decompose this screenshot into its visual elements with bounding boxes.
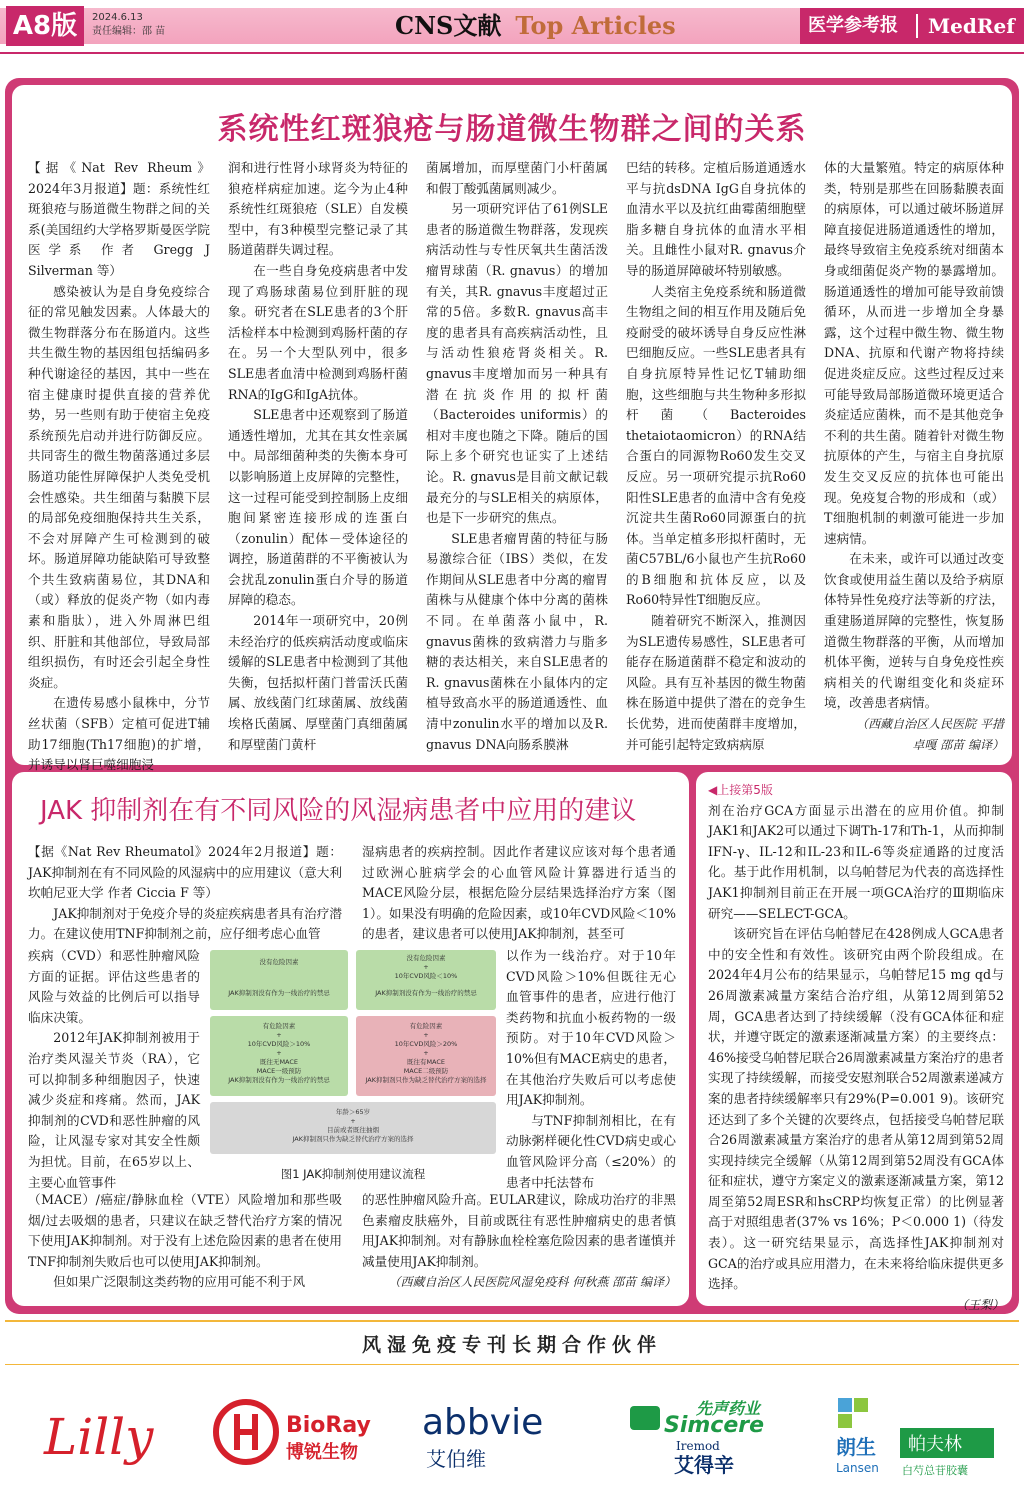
article2-paragraph: 以作为一线治疗。对于10年CVD风险＞10%但既往无心血管事件的患者，应进行他汀类药物和抗血小板药物的一级预防。对于10年CVD风险＞10%但有MACE病史的患者，在其他治疗失败后可以考虑使用JAK抑制剂。 bbox=[506, 948, 676, 1108]
bioray-logo-graphic bbox=[210, 1392, 380, 1482]
flow-text: 10年CVD风险＞10% bbox=[247, 1040, 311, 1048]
lansen-emblem bbox=[854, 1398, 868, 1412]
section-title-cn: CNS文献 bbox=[395, 11, 502, 40]
article1-paragraph: SLE患者中还观察到了肠道通透性增加，尤其在其女性亲属中。局部细菌种类的失衡本身可以影响肠道上皮屏障的完整性，这一过程可能受到控制肠上皮细胞间紧密连接形成的连蛋白（zonulin）配体－受体途径的调控，肠道菌群的不平衡被认为会扰乱zonulin蛋白介导的肠道屏障的稳态。 bbox=[228, 407, 408, 608]
lilly-wordmark: Lilly bbox=[44, 1408, 154, 1466]
footer-divider-bottom bbox=[5, 1364, 1019, 1365]
article3-signature: （王梨） bbox=[955, 1297, 1004, 1312]
flow-text: JAK抑制剂没有作为一线治疗的禁忌 bbox=[228, 1076, 330, 1084]
lansen-name-en: Lansen bbox=[836, 1461, 879, 1475]
abbvie-name-cn: 艾伯维 bbox=[426, 1447, 486, 1471]
section-title-en: Top Articles bbox=[515, 11, 676, 40]
iremod-brand: Iremod bbox=[676, 1439, 720, 1453]
lilly-logo-graphic bbox=[38, 1392, 178, 1482]
flow-text: JAK抑制剂只作为缺乏替代治疗方案的选择 bbox=[365, 1076, 487, 1084]
article1-paragraph: 另一项研究评估了61例SLE患者的肠道微生物群落，发现疾病活动性与专性厌氧共生菌活泼瘤胃球菌（R. gnavus）的增加有关，其R. gnavus丰度超过正常的5倍。多数R. gnavus高丰度的患者具有高疾病活动性，且与活动性狼疮肾炎相关。R. gnavus丰度增加而另一种具有潜在抗炎作用的拟杆菌（Bacteroides uniformis）的相对丰度也随之下降。随后的国际上多个研究也证实了上述结论。R. gnavus是目前文献记载最充分的与SLE相关的病原体，也是下一步研究的焦点。 bbox=[426, 201, 608, 526]
simcere-logo-graphic bbox=[626, 1392, 796, 1482]
article1-paragraph: 在未来，或许可以通过改变饮食或使用益生菌以及给予病原体特异性免疫疗法等新的疗法，重建肠道屏障的完整性，恢复肠道微生物群落的平衡，从而增加机体平衡，逆转与自身免疫性疾病相关的代谢组变化和炎症环境，改善患者病情。 bbox=[824, 551, 1004, 711]
lansen-name-cn: 朗生 bbox=[836, 1435, 876, 1459]
flow-text: 既往无MACE bbox=[259, 1058, 299, 1066]
article1-paragraph: 在一些自身免疫病患者中发现了鸡肠球菌易位到肝脏的现象。研究者在SLE患者的3个肝活检样本中检测到鸡肠杆菌的存在。另一个大型队列中，很多SLE患者血清中检测到鸡肠杆菌RNA的IgG和IgA抗体。 bbox=[228, 262, 408, 402]
responsible-editor: 责任编辑：邵 苗 bbox=[92, 26, 166, 37]
flow-text: + bbox=[423, 963, 429, 971]
article1-col3 bbox=[426, 158, 608, 752]
article1-source: 【据《Nat Rev Rheum》2024年3月报道】题：系统性红斑狼疮与肠道微生物群之间的关系(美国纽约大学格罗斯曼医学院医学系 作者 Gregg J Silverman 等） bbox=[28, 160, 210, 278]
article1-paragraph: 润和进行性肾小球肾炎为特征的狼疮样病症加速。迄今为止4种系统性红斑狼疮（SLE）自发模型中，有3种模型完整记录了其肠道菌群失调过程。 bbox=[228, 160, 408, 258]
article2-paragraph: 疾病（CVD）和恶性肿瘤风险方面的证据。评估这些患者的风险与效益的比例后可以指导临床决策。 bbox=[28, 948, 200, 1025]
article2-col1-top bbox=[28, 842, 342, 946]
article1-paragraph: 巴结的转移。定植后肠道通透水平与抗dsDNA IgG自身抗体的血清水平以及抗红曲霉菌细胞壁脂多糖自身抗体的血清水平相关。且雌性小鼠对R. gnavus介导的肠道屏障破坏特别敏感。 bbox=[626, 160, 806, 278]
flow-text: JAK抑制剂没有作为一线治疗的禁忌 bbox=[375, 989, 477, 997]
iremod-name-cn: 艾得辛 bbox=[674, 1453, 734, 1477]
flow-text: MACE一级预防 bbox=[256, 1067, 302, 1075]
section-title bbox=[395, 8, 676, 44]
article1-paragraph: 随着研究不断深入，推测因为SLE遗传易感性，SLE患者可能存在肠道菌群不稳定和波动的风险。具有互补基因的微生物菌株在肠道中提供了潜在的竞争生长优势，进而使菌群丰度增加，并可能引起特定致病病原 bbox=[626, 613, 806, 752]
flowchart-figure bbox=[208, 948, 498, 1180]
flow-text: + bbox=[423, 1031, 429, 1039]
article2-paragraph: （MACE）/癌症/静脉血栓（VTE）风险增加和那些吸烟/过去吸烟的患者，只建议在缺乏替代治疗方案的情况下使用JAK抑制剂。对于没有上述危险因素的患者在使用TNF抑制剂失败后也可以使用JAK抑制剂。 bbox=[28, 1192, 342, 1269]
article2-col2-bot bbox=[362, 1190, 676, 1296]
abbvie-logo bbox=[418, 1392, 588, 1482]
lansen-emblem bbox=[838, 1398, 852, 1412]
edition-badge: A8版 bbox=[6, 6, 84, 46]
flow-text: + bbox=[276, 1049, 282, 1057]
flow-text: 有危险因素 bbox=[262, 1022, 296, 1030]
article2-title: JAK 抑制剂在有不同风险的风湿病患者中应用的建议 bbox=[40, 796, 637, 826]
footer-divider-top bbox=[5, 1320, 1019, 1322]
flow-text: 有危险因素 bbox=[409, 1022, 443, 1030]
pafulin-name: 帕夫林 bbox=[908, 1434, 962, 1455]
flow-text: 10年CVD风险＜10% bbox=[394, 972, 458, 980]
article2-paragraph: JAK抑制剂对于免疫介导的炎症疾病患者具有治疗潜力。在建议使用TNF抑制剂之前，应仔细考虑心血管 bbox=[28, 905, 342, 942]
article3-paragraph: 该研究旨在评估乌帕替尼在428例成人GCA患者中的安全性和有效性。该研究由两个阶段组成。在2024年4月公布的结果显示，乌帕替尼15 mg qd与26周激素减量方案结合治疗组，从第12周到第52周，GCA患者达到了持续缓解（没有GCA体征和症状，并遵守既定的激素逐渐减量方案）的主要终点：46%接受乌帕替尼联合26周激素减量方案治疗的患者实现了持续缓解，而接受安慰剂联合52周激素递减方案的患者持续缓解率只有29%(P=0.001 9)。该研究还达到了多个关键的次要终点，包括接受乌帕替尼联合26周激素减量方案治疗的患者从第12周到第52周实现持续完全缓解（从第12周到第52周没有GCA体征和症状，遵守方案定义的激素逐渐减量方案，第12周至第52周ESR和hsCRP均恢复正常）的比例显著高于对照组患者(37% vs 16%；P＜0.000 1)（待发表）。这一研究结果显示，高选择性JAK抑制剂对GCA的治疗或具应用潜力，在未来将给临床提供更多选择。 bbox=[708, 926, 1004, 1292]
flow-box-red-1 bbox=[356, 1016, 496, 1096]
flow-box-gray bbox=[210, 1102, 496, 1154]
flow-text: 10年CVD风险＞20% bbox=[394, 1040, 458, 1048]
article2-source: 【据《Nat Rev Rheumatol》2024年2月报道】题：JAK抑制剂在有不同风险的风湿病中的应用建议（意大利坎帕尼亚大学 作者 Ciccia F 等） bbox=[28, 844, 342, 901]
article3-col bbox=[708, 780, 1004, 1312]
header-info bbox=[92, 11, 165, 39]
simcere-name-cn: 先声药业 bbox=[696, 1399, 761, 1418]
article2-col2-top bbox=[362, 842, 676, 946]
simcere-emblem bbox=[630, 1406, 660, 1430]
article1-title: 系统性红斑狼疮与肠道微生物群之间的关系 bbox=[217, 112, 807, 147]
article2-signature: （西藏自治区人民医院风湿免疫科 何秋燕 邵苗 编译） bbox=[388, 1275, 676, 1290]
brand-block bbox=[800, 8, 1024, 44]
flow-text: + bbox=[423, 1049, 429, 1057]
flow-text: 目前或者既往抽烟 bbox=[327, 1126, 379, 1134]
bioray-name-cn: 博锐生物 bbox=[286, 1442, 358, 1463]
article1-paragraph: SLE患者瘤胃菌的特征与肠易激综合征（IBS）类似，在发作期间从SLE患者中分离的瘤胃菌株与从健康个体中分离的菌株不同。在单菌落小鼠中，R. gnavus菌株的致病潜力与脂多糖的表达相关，来自SLE患者的R. gnavus菌株在小鼠体内的定植导致高水平的肠道通透性、血清中zonulin水平的增加以及R. gnavus DNA向肠系膜淋 bbox=[426, 530, 608, 752]
article1-paragraph: 菌属增加，而厚壁菌门小杆菌属和假丁酸弧菌属则减少。 bbox=[426, 160, 608, 196]
article1-paragraph: 在遗传易感小鼠株中，分节丝状菌（SFB）定植可促进T辅助17细胞(Th17细胞)的扩增，并诱导以肾巨噬细胞浸 bbox=[28, 695, 210, 773]
article3-paragraph: 剂在治疗GCA方面显示出潜在的应用价值。抑制JAK1和JAK2可以通过下调Th-17和Th-1，从而抑制IFN-γ、IL-12和IL-23和IL-6等炎症通路的过度活化。基于此作用机制，以乌帕替尼为代表的高选择性JAK1抑制剂目前正在开展一项GCA治疗的Ⅲ期临床研究——SELECT-GCA。 bbox=[708, 802, 1004, 921]
article2-paragraph: 与TNF抑制剂相比，在有动脉粥样硬化性CVD病史或心血管风险评分高（≤20%）的患者中托法替布 bbox=[506, 1112, 676, 1190]
pafulin-subtitle: 白芍总苷胶囊 bbox=[902, 1464, 968, 1477]
simcere-logo bbox=[626, 1392, 796, 1482]
article2-col1-mid bbox=[28, 946, 200, 1188]
page-header bbox=[0, 0, 1024, 52]
lansen-logo bbox=[830, 1392, 1000, 1482]
flow-text: JAK抑制剂没有作为一线治疗的禁忌 bbox=[228, 989, 330, 997]
continued-label: ◀上接第5版 bbox=[708, 783, 773, 797]
brand-cn: 医学参考报 bbox=[808, 15, 898, 36]
article1-paragraph: 感染被认为是自身免疫综合征的常见触发因素。人体最大的微生物群落分布在肠道内。这些共生微生物的基因组包括编码多种代谢途径的基因，其中一些在宿主健康时提供直接的营养优势，另一些则有助于使宿主免疫系统预先启动并进行防御反应。共同寄生的微生物菌落通过多层肠道功能性屏障保护人类免受机会性感染。共生细菌与黏膜下层的局部免疫细胞保持共生关系，不会对屏障产生可检测到的破坏。肠道屏障功能缺陷可导致整个共生致病菌易位，其DNA和（或）释放的促炎产物（如内毒素和脂肽），进入外周淋巴组织、肝脏和其他部位，导致局部组织损伤，有时还会引起全身性炎症。 bbox=[28, 283, 210, 690]
article1-paragraph: 2014年一项研究中，20例未经治疗的低疾病活动度或临床缓解的SLE患者中检测到了其他失衡，包括拟杆菌门普雷沃氏菌属、放线菌门红球菌属、放线菌埃格氏菌属、厚壁菌门真细菌属和厚壁菌门黄杆 bbox=[228, 613, 408, 752]
flow-text: + bbox=[350, 1117, 356, 1125]
header-divider bbox=[0, 52, 1024, 54]
article1-signature: （西藏自治区人民医院 平措卓嘎 邵苗 编译） bbox=[856, 717, 1004, 752]
article1-paragraph: 人类宿主免疫系统和肠道微生物组之间的相互作用及随后免疫耐受的破坏诱导自身反应性淋巴细胞反应。一些SLE患者具有自身抗原特异性记忆T辅助细胞，这些细胞与共生物种多形拟杆菌（Bacteroides thetaiotaomicron）的RNA结合蛋白的同源物Ro60发生交叉反应。另一项研究提示抗Ro60阳性SLE患者的血清中含有免疫沉淀共生菌Ro60同源蛋白的抗体。当单定植多形拟杆菌时，无菌C57BL/6小鼠也产生抗Ro60的B细胞和抗体反应，以及Ro60特异性T细胞反应。 bbox=[626, 283, 806, 608]
article2-paragraph: 但如果广泛限制这类药物的应用可能不利于风 bbox=[53, 1274, 306, 1290]
flow-text: 年龄＞65岁 bbox=[335, 1108, 371, 1116]
bioray-name-en: BioRay bbox=[286, 1413, 371, 1438]
bioray-logo bbox=[210, 1392, 380, 1482]
article2-col2-mid bbox=[506, 946, 676, 1188]
flow-box-green-2 bbox=[356, 950, 496, 1010]
lilly-logo bbox=[38, 1392, 178, 1482]
footer-title: 风湿免疫专刊长期合作伙伴 bbox=[361, 1334, 662, 1356]
lansen-emblem bbox=[838, 1414, 852, 1428]
article1-col2 bbox=[228, 158, 408, 752]
article2-paragraph: 湿病患者的疾病控制。因此作者建议应该对每个患者通过欧洲心脏病学会的心血管风险计算器进行适当的MACE风险分层，根据危险分层结果选择治疗方案（图1）。如果没有明确的危险因素，或10年CVD风险＜10%的患者，建议患者可以使用JAK抑制剂，甚至可 bbox=[362, 844, 676, 942]
flow-text: 既往有MACE bbox=[406, 1058, 446, 1066]
article2-paragraph: 2012年JAK抑制剂被用于治疗类风湿关节炎（RA），它可以抑制多种细胞因子，快速减少炎症和疼痛。然而，JAK抑制剂的CVD和恶性肿瘤的风险，让风湿专家对其安全性颇为担忧。目前，在65岁以上、主要心血管事件 bbox=[28, 1030, 200, 1190]
flow-text: JAK抑制剂只作为缺乏替代治疗方案的选择 bbox=[292, 1135, 414, 1143]
article1-paragraph: 体的大量繁殖。特定的病原体种类，特别是那些在回肠黏膜表面的病原体，可以通过破坏肠道屏障直接促进肠道通透性的增加，最终导致宿主免疫系统对细菌本身或细菌促炎产物的暴露增加。肠道通透性的增加可能导致前馈循环，从而进一步增加全身暴露，这个过程中微生物、微生物DNA、抗原和代谢产物将持续促进炎症反应。这些过程反过来可能导致局部肠道微环境更适合炎症适应菌株，而不是其他竞争不利的共生菌。随着针对微生物抗原体的产生，与宿主自身抗原发生交叉反应的抗体也可能出现。免疫复合物的形成和（或）T细胞机制的刺激可能进一步加速病情。 bbox=[824, 160, 1004, 546]
abbvie-logo-graphic bbox=[418, 1392, 588, 1482]
lansen-logo-graphic bbox=[830, 1392, 1000, 1482]
brand-en: MedRef bbox=[928, 14, 1015, 38]
article1-col5 bbox=[824, 158, 1004, 754]
bioray-emblem bbox=[234, 1429, 258, 1435]
flow-box-green-3 bbox=[210, 1016, 348, 1096]
flow-text: 没有危险因素 bbox=[259, 958, 299, 966]
article1-col1 bbox=[28, 158, 210, 773]
brand-divider bbox=[916, 14, 918, 38]
flow-box-green-1 bbox=[210, 950, 348, 1010]
article2-col1-bot bbox=[28, 1190, 342, 1296]
abbvie-wordmark: abbvie bbox=[422, 1402, 544, 1443]
figure-caption: 图1 JAK抑制剂使用建议流程 bbox=[280, 1167, 426, 1181]
article2-paragraph: 的恶性肿瘤风险升高。EULAR建议，除成功治疗的非黑色素瘤皮肤癌外，目前或既往有恶性肿瘤病史的患者慎用JAK抑制剂。对有静脉血栓栓塞危险因素的患者谨慎并减量使用JAK抑制剂。 bbox=[362, 1192, 676, 1269]
simcere-name-en: Simcere bbox=[664, 1413, 765, 1438]
flow-text: + bbox=[276, 1031, 282, 1039]
flow-text: MACE二级预防 bbox=[403, 1067, 449, 1075]
article1-col4 bbox=[626, 158, 806, 752]
issue-date: 2024.6.13 bbox=[92, 12, 143, 23]
flow-text: 没有危险因素 bbox=[406, 954, 446, 962]
